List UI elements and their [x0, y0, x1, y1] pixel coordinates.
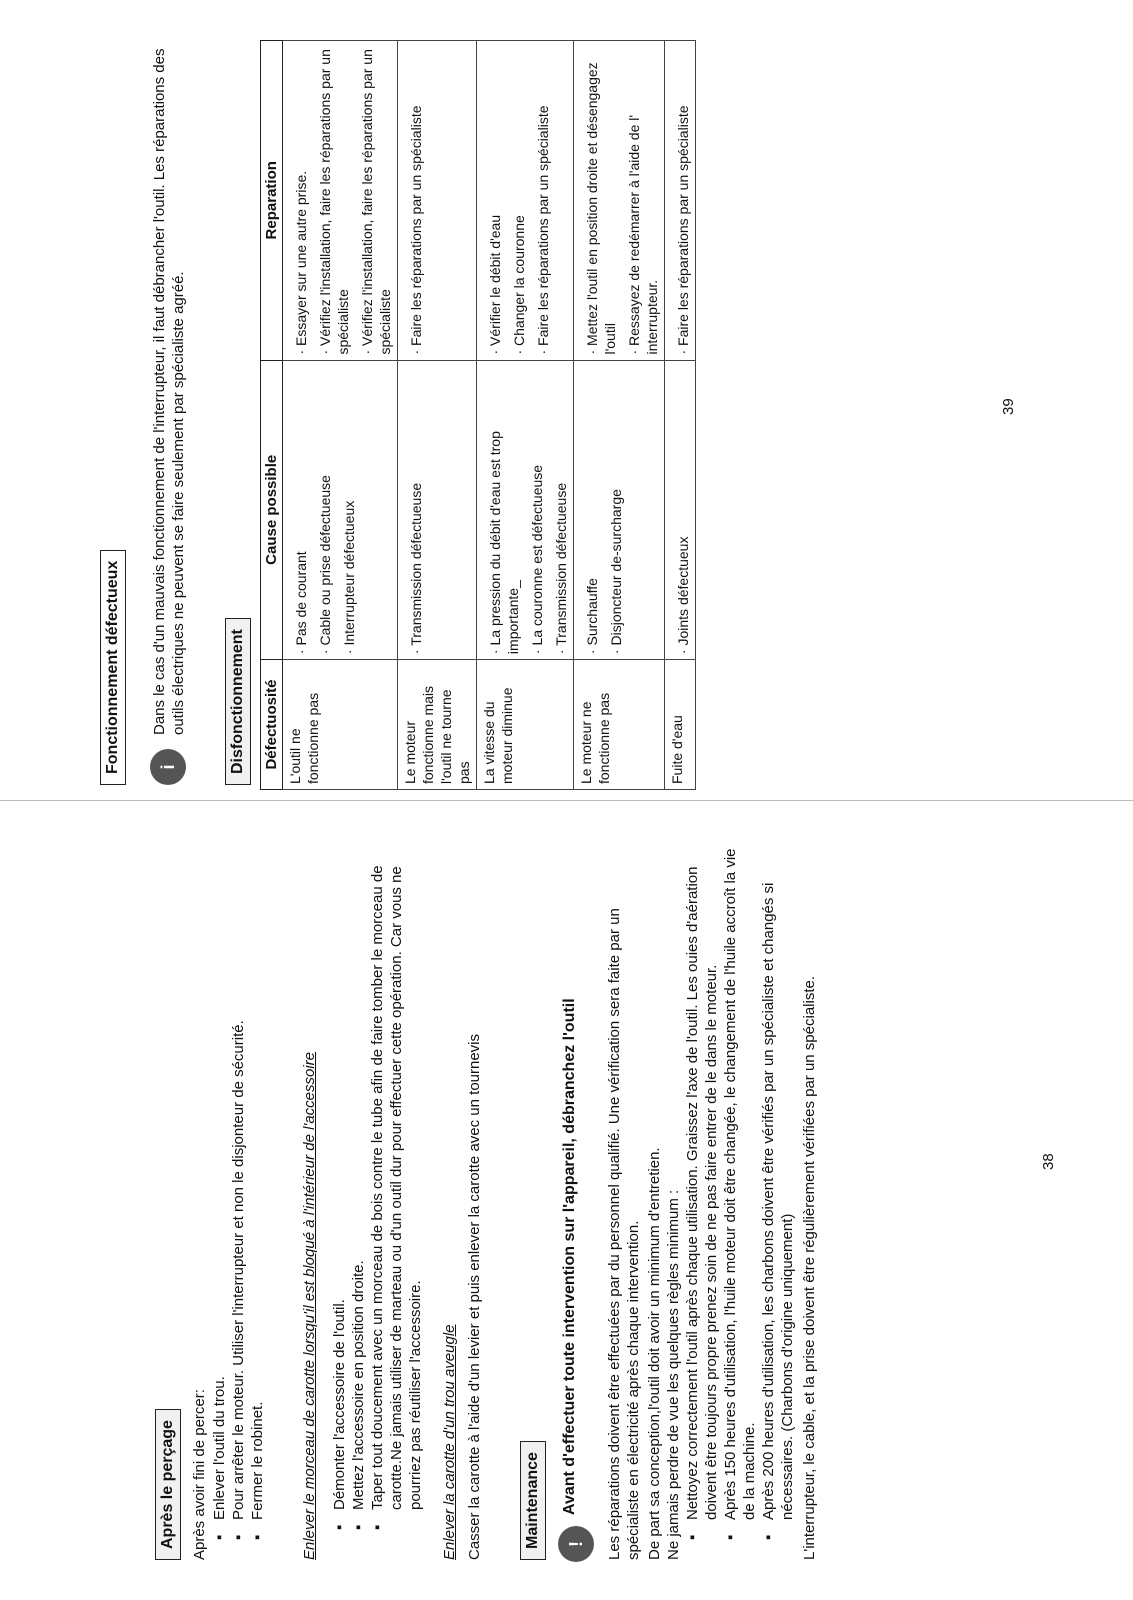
- maintenance-closing: L'interrupteur, le cable, et la prise doivent être régulièrement vérifiées par un spécialiste.: [801, 975, 818, 1560]
- column-header: Reparation: [261, 41, 283, 361]
- table-title: Disfonctionnement: [225, 618, 251, 785]
- page-number: 39: [1000, 398, 1017, 415]
- defect-cell: Le moteur fonctionne mais l'outil ne tourne pas: [398, 660, 477, 790]
- maintenance-para-3: Ne jamais perdre de vue les quelques règles minimum :: [665, 1189, 682, 1560]
- list-item: ▪ Mettez l'accessoire en position droite.: [349, 860, 368, 1530]
- defect-cell: Le moteur ne fonctionne pas: [574, 660, 665, 790]
- defect-cell: Fuite d'eau: [665, 660, 696, 790]
- list-item: ▪ Enlever l'outil du trou.: [210, 860, 229, 1540]
- specialist-icon: i: [150, 749, 186, 785]
- intro-text: Après avoir fini de percer:: [191, 1389, 208, 1560]
- stuck-core-steps: [330, 860, 425, 1530]
- column-header: Défectuosité: [261, 660, 283, 790]
- cause-cell: · Pas de courant · Cable ou prise défectueuse · Interrupteur défectueux: [283, 360, 398, 660]
- list-item: ▪ Nettoyez correctement l'outil après chaque utilisation. Graissez l'axe de l'outil. Les ouies d'aération doivent être toujours propre prenez soin de ne pas faire entrer de le dans le moteur.: [683, 840, 721, 1540]
- repair-cell: · Essayer sur une autre prise. · Vérifiez l'installation, faire les réparations par un spécialiste · Vérifiez l'installation, faire les réparations par un spécialiste: [283, 41, 398, 361]
- list-item: ▪ Pour arrêter le moteur. Utiliser l'interrupteur et non le disjonteur de sécurité.: [229, 860, 248, 1540]
- maintenance-rules: [683, 840, 797, 1540]
- table-header-row: [261, 41, 283, 790]
- table-row: [665, 41, 696, 790]
- table-row: [477, 41, 574, 790]
- repair-cell: · Faire les réparations par un spécialiste: [665, 41, 696, 361]
- page-gutter: [0, 800, 1133, 801]
- cause-cell: · Joints défectueux: [665, 360, 696, 660]
- defect-cell: La vitesse du moteur diminue: [477, 660, 574, 790]
- list-item: ▪ Après 200 heures d'utilisation, les charbons doivent être vérifiés par un spécialiste et changés si nécessaires. (Charbons d'origine uniquement): [759, 840, 797, 1540]
- blind-hole-text: Casser la carotte à l'aide d'un levier et puis enlever la carotte avec un tournevis: [466, 1033, 483, 1560]
- list-item: ▪ Après 150 heures d'utilisation, l'huile moteur doit être changée, le changement de l'huile accroît la vie de la machine.: [721, 840, 759, 1540]
- maintenance-para-1: Les réparations doivent être effectuées par du personnel qualifié. Une vérification sera faite par un spécialiste en électricité après chaque intervention.: [606, 908, 642, 1560]
- repair-cell: · Vérifier le débit d'eau · Changer la couronne · Faire les réparations par un spécialiste: [477, 41, 574, 361]
- repair-cell: · Mettez l'outil en position droite et désengagez l'outil · Ressayez de redémarrer à l'aide de l' interrupteur.: [574, 41, 665, 361]
- cause-cell: · Transmission défectueuse: [398, 360, 477, 660]
- section-title-apres-percage: Après le perçage: [155, 1409, 181, 1560]
- list-item: ▪ Taper tout doucement avec un morceau de bois contre le tube afin de faire tomber le morceau de carotte.Ne jamais utiliser de marteau ou d'un outil dur pour effectuer cette opération. Car vous ne pourriez pas réutiliser l'accessoire.: [368, 860, 425, 1530]
- column-header: Cause possible: [261, 360, 283, 660]
- page-number: 38: [1040, 1153, 1057, 1170]
- after-drilling-steps: [210, 860, 267, 1540]
- warning-unplug-icon: !: [558, 1526, 594, 1562]
- maintenance-warning: Avant d'effectuer toute intervention sur l'appareil, débranchez l'outil: [561, 998, 578, 1515]
- repair-cell: · Faire les réparations par un spécialiste: [398, 41, 477, 361]
- table-row: [398, 41, 477, 790]
- list-item: ▪ Fermer le robinet.: [248, 860, 267, 1540]
- maintenance-para-2: De part sa conception,l'outil doit avoir un minimum d'entretien.: [646, 1147, 663, 1560]
- cause-cell: · Surchauffe · Disjoncteur de-surcharge: [574, 360, 665, 660]
- subheading-blind-hole: Enlever la carotte d'un trou aveugle: [441, 1324, 458, 1560]
- malfunction-intro: Dans le cas d'un mauvais fonctionnement de l'interrupteur, il faut débrancher l'outil. Les réparations des outils électriques ne peuvent se faire seulement par spécialiste agréé.: [151, 48, 187, 735]
- troubleshooting-table: [260, 40, 696, 790]
- cause-cell: · La pression du débit d'eau est trop importante_ · La couronne est défectueuse · Transmission défectueuse: [477, 360, 574, 660]
- table-row: [283, 41, 398, 790]
- subheading-stuck-core: Enlever le morceau de carotte lorsqu'il est bloqué à l'intérieur de l'accessoire: [301, 1051, 318, 1560]
- table-row: [574, 41, 665, 790]
- section-title-maintenance: Maintenance: [520, 1441, 546, 1560]
- defect-cell: L'outil ne fonctionne pas: [283, 660, 398, 790]
- page-38: [0, 800, 1133, 1600]
- section-title-fonctionnement: Fonctionnement défectueux: [100, 550, 126, 785]
- list-item: ▪ Démonter l'accessoire de l'outil.: [330, 860, 349, 1530]
